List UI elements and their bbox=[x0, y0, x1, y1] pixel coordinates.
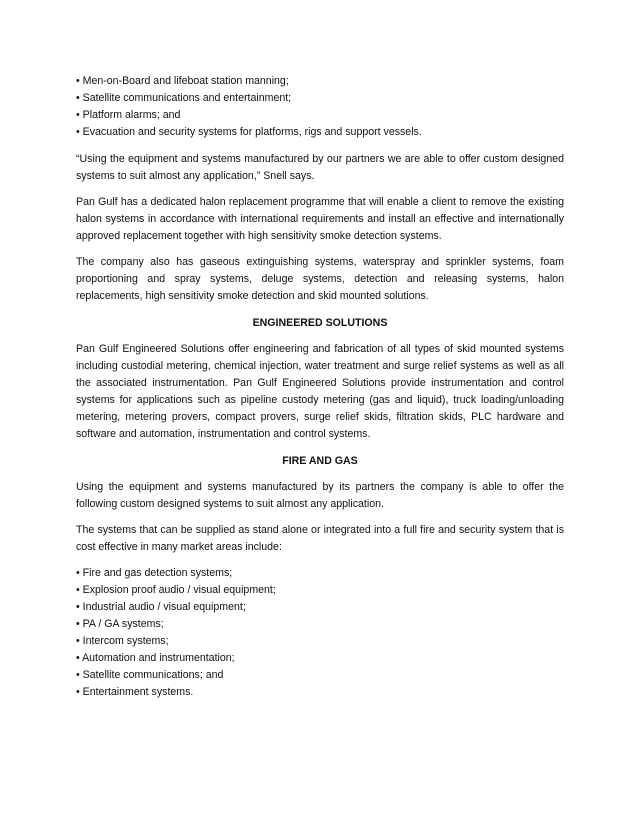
heading-fire-and-gas: FIRE AND GAS bbox=[282, 455, 358, 467]
list-item: • PA / GA systems; bbox=[76, 618, 164, 630]
list-item: • Industrial audio / visual equipment; bbox=[76, 601, 246, 613]
list-item: • Entertainment systems. bbox=[76, 686, 194, 698]
list-item: • Intercom systems; bbox=[76, 635, 169, 647]
bullet-list-top bbox=[76, 73, 564, 141]
paragraph-systems: The systems that can be supplied as stand alone or integrated into a full fire and security system that is cost effective in many market areas include: bbox=[76, 524, 564, 553]
list-item: • Automation and instrumentation; bbox=[76, 652, 235, 664]
bullet-list-bottom bbox=[76, 565, 564, 701]
list-item: • Explosion proof audio / visual equipment; bbox=[76, 584, 276, 596]
document-page bbox=[76, 73, 564, 701]
paragraph-quote: “Using the equipment and systems manufactured by our partners we are able to offer custom designed systems to suit almost any application,” Snell says. bbox=[76, 153, 564, 182]
paragraph-halon: Pan Gulf has a dedicated halon replacement programme that will enable a client to remove the existing halon systems in accordance with international requirements and install an effective and internationally approved replacement together with high sensitivity smoke detection systems. bbox=[76, 196, 564, 242]
list-item: • Satellite communications; and bbox=[76, 669, 224, 681]
paragraph-fire: Using the equipment and systems manufactured by its partners the company is able to offer the following custom designed systems to suit almost any application. bbox=[76, 481, 564, 510]
paragraph-gaseous: The company also has gaseous extinguishing systems, waterspray and sprinkler systems, foam proportioning and spray systems, deluge systems, detection and releasing systems, halon replacements, high sensitivity smoke detection and skid mounted solutions. bbox=[76, 256, 564, 302]
paragraph-engineered: Pan Gulf Engineered Solutions offer engineering and fabrication of all types of skid mounted systems including custodial metering, chemical injection, water treatment and surge relief systems as well as all the associated instrumentation. Pan Gulf Engineered Solutions provide instrumentation and control systems for applications such as pipeline custody metering (gas and liquid), truck loading/unloading metering, metering provers, compact provers, surge relief skids, filtration skids, PLC hardware and software and automation, instrumentation and control systems. bbox=[76, 343, 564, 440]
list-item: • Evacuation and security systems for platforms, rigs and support vessels. bbox=[76, 126, 422, 138]
heading-engineered-solutions: ENGINEERED SOLUTIONS bbox=[252, 317, 388, 329]
list-item: • Satellite communications and entertainment; bbox=[76, 92, 292, 104]
list-item: • Fire and gas detection systems; bbox=[76, 567, 233, 579]
list-item: • Platform alarms; and bbox=[76, 109, 181, 121]
list-item: • Men-on-Board and lifeboat station manning; bbox=[76, 75, 289, 87]
